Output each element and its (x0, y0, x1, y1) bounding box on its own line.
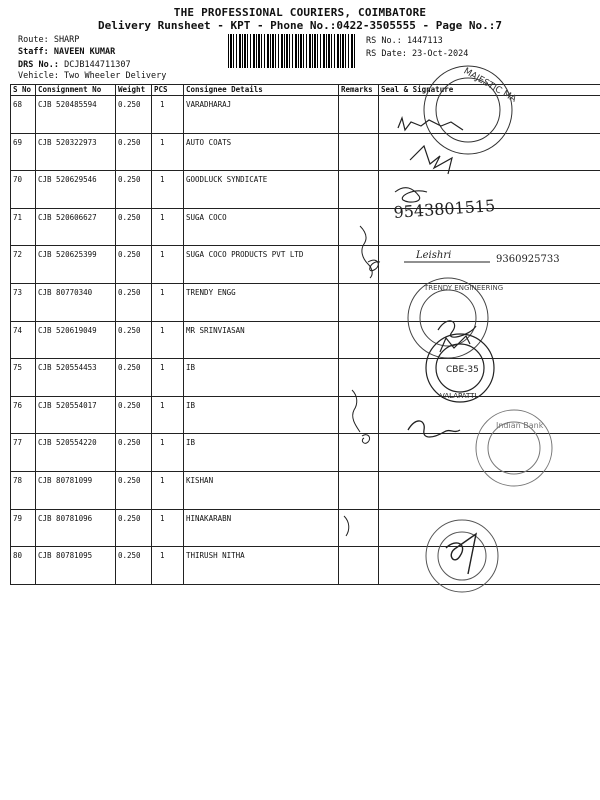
pcs-cell: 1 (152, 396, 184, 434)
sno-cell: 73 (11, 283, 36, 321)
weight-cell: 0.250 (116, 396, 152, 434)
pcs-cell: 1 (152, 208, 184, 246)
consignee-cell: MR SRINVIASAN (184, 321, 339, 359)
weight-cell: 0.250 (116, 96, 152, 134)
remarks-cell (339, 434, 379, 472)
remarks-cell (339, 283, 379, 321)
sno-cell: 75 (11, 359, 36, 397)
weight-cell: 0.250 (116, 133, 152, 171)
table-row (11, 96, 600, 134)
pin-stamp-text: CBE-35 (446, 365, 479, 375)
consignment-cell: CJB 520554220 (36, 434, 116, 472)
consignee-cell: AUTO COATS (184, 133, 339, 171)
consignee-cell: SUGA COCO PRODUCTS PVT LTD (184, 246, 339, 284)
seal-signature-cell (379, 321, 600, 359)
sno-cell: 70 (11, 171, 36, 209)
remarks-cell (339, 359, 379, 397)
remarks-cell (339, 547, 379, 585)
table-row (11, 283, 600, 321)
weight-cell: 0.250 (116, 171, 152, 209)
table-row (11, 133, 600, 171)
remarks-cell (339, 96, 379, 134)
sno-cell: 69 (11, 133, 36, 171)
pcs-cell: 1 (152, 171, 184, 209)
pcs-cell: 1 (152, 359, 184, 397)
weight-cell: 0.250 (116, 509, 152, 547)
table-row (11, 547, 600, 585)
seal-signature-cell (379, 246, 600, 284)
col-consignment: Consignment No (36, 85, 116, 96)
col-remarks: Remarks (339, 85, 379, 96)
pcs-cell: 1 (152, 283, 184, 321)
consignment-cell: CJB 80781096 (36, 509, 116, 547)
weight-cell: 0.250 (116, 321, 152, 359)
staff-label: Staff: (18, 47, 49, 57)
table-row (11, 359, 600, 397)
consignee-cell: TRENDY ENGG (184, 283, 339, 321)
sno-cell: 80 (11, 547, 36, 585)
remarks-cell (339, 133, 379, 171)
pcs-cell: 1 (152, 509, 184, 547)
sno-cell: 78 (11, 471, 36, 509)
weight-cell: 0.250 (116, 471, 152, 509)
weight-cell: 0.250 (116, 547, 152, 585)
sno-cell: 71 (11, 208, 36, 246)
runsheet-title: Delivery Runsheet - KPT - Phone No.:0422-3505555 - Page No.:7 (98, 19, 502, 32)
rs-date: RS Date: 23-Oct-2024 (366, 49, 469, 59)
seal-signature-cell (379, 547, 600, 585)
table-row (11, 171, 600, 209)
majestic-stamp-text: MAJESTIC MA (461, 66, 518, 105)
consignee-cell: IB (184, 434, 339, 472)
consignee-cell: KISHAN (184, 471, 339, 509)
indian-bank-stamp-text: Indian Bank (496, 421, 544, 430)
table-row (11, 471, 600, 509)
runsheet-table (10, 84, 600, 585)
consignment-cell: CJB 520554017 (36, 396, 116, 434)
consignment-cell: CJB 80781095 (36, 547, 116, 585)
seal-signature-cell (379, 471, 600, 509)
pcs-cell: 1 (152, 434, 184, 472)
seal-signature-cell (379, 509, 600, 547)
rs-number: RS No.: 1447113 (366, 36, 443, 46)
seal-signature-cell (379, 208, 600, 246)
sno-cell: 68 (11, 96, 36, 134)
drs-label: DRS No.: (18, 60, 59, 70)
consignee-cell: IB (184, 359, 339, 397)
table-header (11, 85, 600, 96)
place-stamp-text: VALAPATTI (440, 392, 477, 400)
remarks-cell (339, 396, 379, 434)
consignment-cell: CJB 80781099 (36, 471, 116, 509)
pcs-cell: 1 (152, 547, 184, 585)
remarks-cell (339, 321, 379, 359)
weight-cell: 0.250 (116, 359, 152, 397)
sno-cell: 74 (11, 321, 36, 359)
pcs-cell: 1 (152, 471, 184, 509)
table-row (11, 509, 600, 547)
seal-signature-cell (379, 171, 600, 209)
consignment-cell: CJB 520554453 (36, 359, 116, 397)
sno-cell: 72 (11, 246, 36, 284)
trendy-stamp-text: TRENDY ENGINEERING (424, 284, 504, 292)
consignee-cell: HINAKARABN (184, 509, 339, 547)
table-row (11, 246, 600, 284)
pcs-cell: 1 (152, 321, 184, 359)
remarks-cell (339, 471, 379, 509)
table-row (11, 434, 600, 472)
pcs-cell: 1 (152, 96, 184, 134)
col-weight: Weight (116, 85, 152, 96)
col-pcs: PCS (152, 85, 184, 96)
drs-number: DCJB144711307 (64, 60, 131, 70)
consignment-cell: CJB 520322973 (36, 133, 116, 171)
company-title: THE PROFESSIONAL COURIERS, COIMBATORE (173, 6, 427, 19)
consignment-cell: CJB 80770340 (36, 283, 116, 321)
barcode (228, 34, 355, 68)
remarks-cell (339, 208, 379, 246)
col-consignee: Consignee Details (184, 85, 339, 96)
phone-handwritten-1: 9543801515 (392, 195, 496, 222)
vehicle-label: Vehicle: Two Wheeler Delivery (18, 71, 167, 81)
weight-cell: 0.250 (116, 208, 152, 246)
weight-cell: 0.250 (116, 434, 152, 472)
remarks-cell (339, 171, 379, 209)
consignee-cell: THIRUSH NITHA (184, 547, 339, 585)
pcs-cell: 1 (152, 133, 184, 171)
consignee-cell: IB (184, 396, 339, 434)
weight-cell: 0.250 (116, 246, 152, 284)
sno-cell: 76 (11, 396, 36, 434)
consignment-cell: CJB 520606627 (36, 208, 116, 246)
seal-signature-cell (379, 359, 600, 397)
staff-name: NAVEEN KUMAR (53, 47, 116, 57)
consignee-cell: SUGA COCO (184, 208, 339, 246)
staff-line (18, 47, 115, 57)
consignment-cell: CJB 520485594 (36, 96, 116, 134)
phone-handwritten-2: 9360925733 (496, 254, 560, 265)
weight-cell: 0.250 (116, 283, 152, 321)
seal-signature-cell (379, 283, 600, 321)
seal-signature-cell (379, 434, 600, 472)
table-row (11, 208, 600, 246)
seal-signature-cell (379, 133, 600, 171)
consignee-cell: GOODLUCK SYNDICATE (184, 171, 339, 209)
remarks-cell (339, 246, 379, 284)
table-row (11, 396, 600, 434)
table-body (11, 96, 600, 585)
drs-line (18, 60, 131, 70)
table-row (11, 321, 600, 359)
consignment-cell: CJB 520629546 (36, 171, 116, 209)
col-sno: S No (11, 85, 36, 96)
pcs-cell: 1 (152, 246, 184, 284)
consignment-cell: CJB 520625399 (36, 246, 116, 284)
consignee-cell: VARADHARAJ (184, 96, 339, 134)
seal-signature-cell (379, 396, 600, 434)
sno-cell: 77 (11, 434, 36, 472)
seal-signature-cell (379, 96, 600, 134)
remarks-cell (339, 509, 379, 547)
sno-cell: 79 (11, 509, 36, 547)
consignment-cell: CJB 520619049 (36, 321, 116, 359)
note-72: Leishri (416, 250, 452, 261)
route-label: Route: SHARP (18, 35, 80, 45)
col-seal-signature: Seal & Signature (379, 85, 600, 96)
